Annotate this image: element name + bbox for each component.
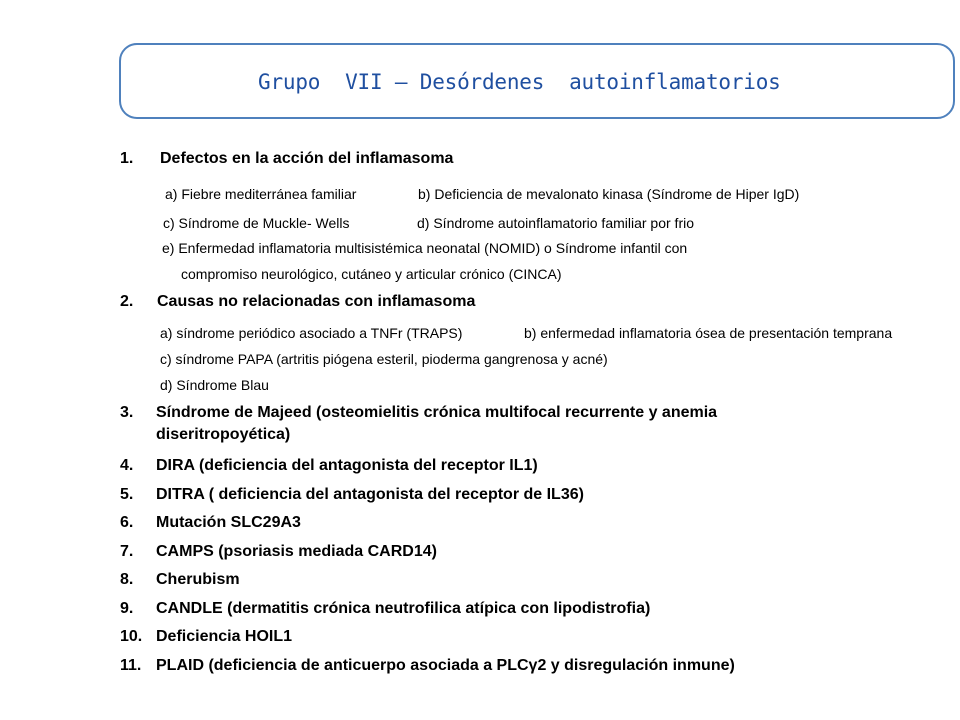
item-text: CAMPS (psoriasis mediada CARD14): [156, 543, 437, 560]
item-number: 3.: [120, 404, 134, 421]
sub-item: a) síndrome periódico asociado a TNFr (TRAPS): [160, 325, 463, 341]
item-text: DIRA (deficiencia del antagonista del receptor IL1): [156, 457, 538, 474]
sub-item: d) Síndrome Blau: [160, 377, 269, 393]
item-number: 5.: [120, 486, 134, 503]
item-number: 2.: [120, 293, 134, 310]
item-number: 11.: [120, 657, 142, 674]
item-number: 7.: [120, 543, 134, 560]
item-text: Síndrome de Majeed (osteomielitis crónica multifocal recurrente y anemia: [156, 404, 718, 421]
sub-item: e) Enfermedad inflamatoria multisistémica neonatal (NOMID) o Síndrome infantil con: [162, 240, 688, 256]
sub-item: a) Fiebre mediterránea familiar: [165, 186, 357, 202]
sub-item: c) síndrome PAPA (artritis piógena esteril, pioderma gangrenosa y acné): [160, 351, 608, 367]
sub-item: b) enfermedad inflamatoria ósea de presentación temprana: [524, 325, 893, 341]
item-number: 9.: [120, 600, 134, 617]
item-text-continued: diseritropoyética): [156, 426, 291, 443]
item-number: 8.: [120, 571, 134, 588]
sub-item: d) Síndrome autoinflamatorio familiar por frio: [417, 215, 695, 231]
page-title: Grupo VII – Desórdenes autoinflamatorios: [258, 70, 781, 94]
sub-item: b) Deficiencia de mevalonato kinasa (Síndrome de Hiper IgD): [418, 186, 800, 202]
item-text: CANDLE (dermatitis crónica neutrofilica atípica con lipodistrofia): [156, 600, 651, 617]
item-number: 10.: [120, 628, 143, 645]
item-number: 1.: [120, 150, 134, 167]
item-text: PLAID (deficiencia de anticuerpo asociada a PLCγ2 y disregulación inmune): [156, 657, 735, 674]
item-number: 4.: [120, 457, 134, 474]
item-text: Mutación SLC29A3: [156, 514, 301, 531]
item-text: Deficiencia HOIL1: [156, 628, 293, 645]
sub-item: c) Síndrome de Muckle- Wells: [163, 215, 350, 231]
item-text: DITRA ( deficiencia del antagonista del receptor de IL36): [156, 486, 584, 503]
item-number: 6.: [120, 514, 134, 531]
item-text: Cherubism: [156, 571, 240, 588]
item-text: Defectos en la acción del inflamasoma: [160, 150, 454, 167]
item-text: Causas no relacionadas con inflamasoma: [157, 293, 476, 310]
sub-item: compromiso neurológico, cutáneo y articular crónico (CINCA): [181, 266, 562, 282]
